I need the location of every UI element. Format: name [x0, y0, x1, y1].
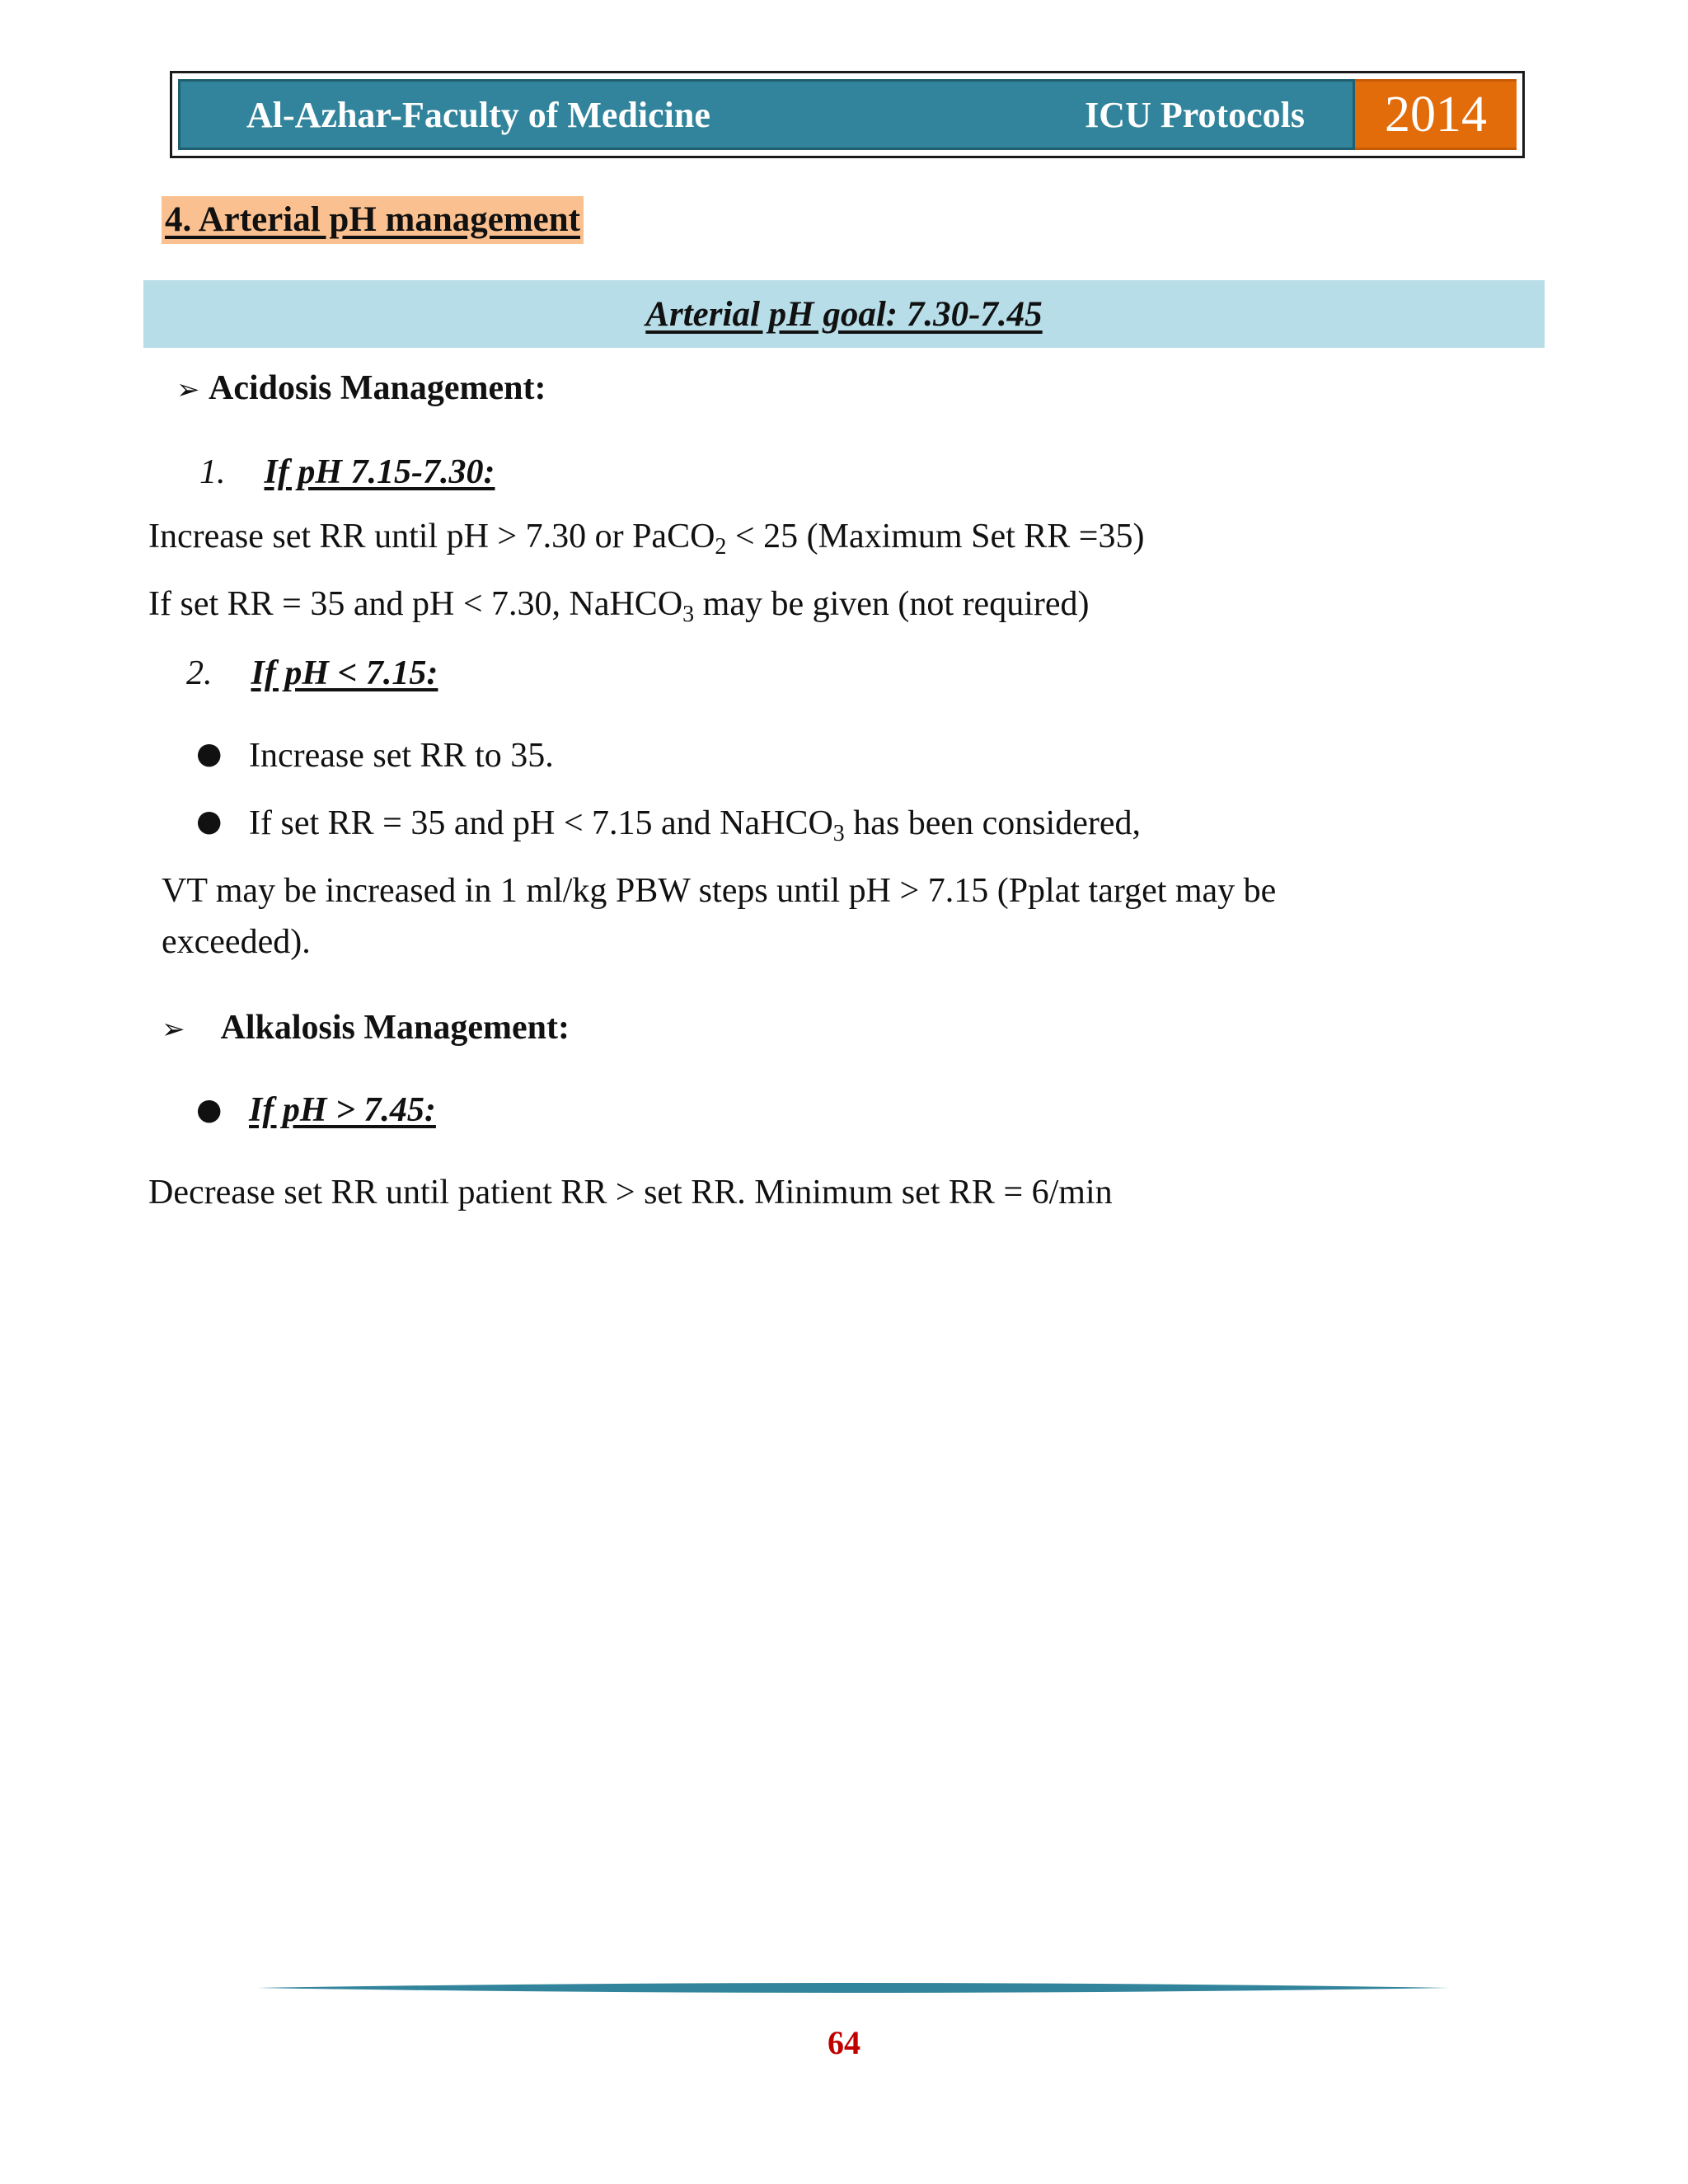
round-bullet-icon: ●	[196, 737, 223, 771]
goal-band	[143, 280, 1545, 348]
round-bullet-icon: ●	[196, 804, 223, 838]
alkalosis-heading-row	[162, 1007, 570, 1050]
header-title: ICU Protocols	[1085, 94, 1305, 135]
acidosis-heading-row	[176, 368, 546, 410]
item-1-line-2-sub: 3	[682, 602, 695, 627]
alkalosis-heading: Alkalosis Management:	[220, 1009, 570, 1047]
alkalosis-bullet-label: If pH > 7.45:	[249, 1091, 436, 1129]
acidosis-item-2	[186, 653, 438, 694]
round-bullet-icon: ●	[196, 1093, 223, 1127]
item-2-bullet-2	[249, 803, 1141, 844]
header-year: 2014	[1355, 79, 1517, 150]
item-1-line-2-pre: If set RR = 35 and pH < 7.30, NaHCO	[148, 585, 683, 623]
page-header-inner	[178, 79, 1517, 150]
item-2-bullet-2-post: has been considered,	[844, 804, 1141, 842]
header-institution: Al-Azhar-Faculty of Medicine	[246, 94, 710, 135]
alkalosis-text: Decrease set RR until patient RR > set RR. Minimum set RR = 6/min	[148, 1174, 1113, 1212]
item-2-bullet-1: Increase set RR to 35.	[249, 737, 554, 775]
item-1-line-1-sub: 2	[715, 534, 727, 560]
item-2-paragraph-line-2: exceeded).	[162, 923, 311, 961]
section-title: 4. Arterial pH management	[162, 196, 584, 244]
item-1-label: If pH 7.15-7.30:	[264, 453, 495, 491]
alkalosis-bullet	[249, 1090, 436, 1131]
item-1-line-1-pre: Increase set RR until pH > 7.30 or PaCO	[148, 518, 715, 555]
page-header	[170, 71, 1525, 158]
arrowhead-bullet-icon: ➢	[162, 1013, 185, 1046]
item-2-paragraph-line-1: VT may be increased in 1 ml/kg PBW steps until pH > 7.15 (Pplat target may be	[162, 872, 1277, 910]
item-2-number: 2.	[186, 654, 213, 692]
footer-divider	[257, 1978, 1449, 1998]
page-number: 64	[828, 2024, 860, 2061]
item-1-line-1-post: < 25 (Maximum Set RR =35)	[726, 518, 1145, 555]
item-1-number: 1.	[199, 453, 226, 491]
header-band	[178, 79, 1355, 150]
goal-text: Arterial pH goal: 7.30-7.45	[645, 294, 1043, 334]
item-1-line-1	[148, 516, 1145, 560]
item-2-bullet-2-pre: If set RR = 35 and pH < 7.15 and NaHCO	[249, 804, 833, 842]
arrowhead-bullet-icon: ➢	[176, 373, 200, 406]
item-1-line-2-post: may be given (not required)	[694, 585, 1090, 623]
acidosis-heading: Acidosis Management:	[209, 369, 546, 407]
item-1-line-2	[148, 583, 1090, 625]
item-2-label: If pH < 7.15:	[251, 654, 438, 692]
item-2-bullet-2-sub: 3	[832, 821, 845, 846]
acidosis-item-1	[199, 452, 495, 493]
